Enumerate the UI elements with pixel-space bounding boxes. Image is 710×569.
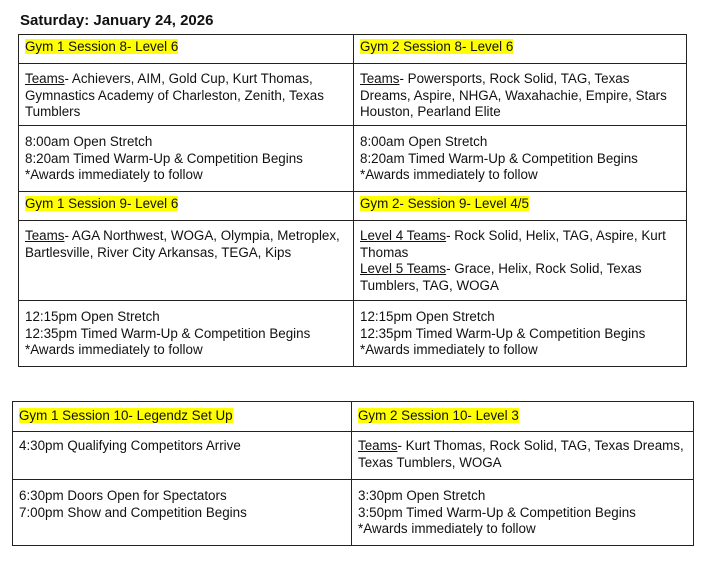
session-header-cell (13, 402, 352, 432)
schedule-line: *Awards immediately to follow (360, 167, 538, 182)
teams-cell (352, 432, 694, 480)
schedule-line: *Awards immediately to follow (25, 167, 203, 182)
schedule-row (19, 126, 687, 192)
schedule-line: 8:20am Timed Warm-Up & Competition Begins (360, 150, 638, 166)
schedule-line: 8:20am Timed Warm-Up & Competition Begins (25, 150, 303, 166)
teams-list: - Rock Solid, Helix, TAG, Aspire, Kurt Thomas (360, 228, 666, 260)
session-header-cell (354, 35, 687, 64)
session-header: Gym 1 Session 8- Level 6 (25, 39, 179, 54)
schedule-line: 6:30pm Doors Open for Spectators (19, 488, 227, 503)
teams-list: - Kurt Thomas, Rock Solid, TAG, Texas Dreams, Texas Tumblers, WOGA (358, 438, 684, 470)
schedule-row (13, 480, 694, 546)
schedule-table-1 (18, 34, 687, 367)
teams-list: - AGA Northwest, WOGA, Olympia, Metroplex, Bartlesville, River City Arkansas, TEGA, Kips (25, 228, 340, 260)
teams-cell (354, 221, 687, 301)
schedule-line: 8:00am Open Stretch (25, 134, 153, 149)
teams-label: Level 4 Teams (360, 228, 447, 243)
session-header-row (19, 35, 687, 64)
schedule-line: 3:30pm Open Stretch (358, 488, 486, 503)
schedule-line: 3:50pm Timed Warm-Up & Competition Begins (358, 504, 636, 520)
schedule-cell (13, 480, 352, 546)
session-header: Gym 2 Session 10- Level 3 (358, 408, 519, 423)
teams-label: Level 5 Teams (360, 261, 447, 276)
session-header-cell (19, 35, 354, 64)
session-header: Gym 1 Session 10- Legendz Set Up (19, 408, 233, 423)
session-header: Gym 2- Session 9- Level 4/5 (360, 196, 529, 211)
schedule-cell (19, 126, 354, 192)
teams-cell (19, 64, 354, 126)
teams-list: - Grace, Helix, Rock Solid, Texas Tumblers, TAG, WOGA (360, 261, 642, 293)
schedule-line: *Awards immediately to follow (360, 342, 538, 357)
schedule-line: 4:30pm Qualifying Competitors Arrive (19, 438, 241, 453)
session-header-cell (19, 192, 354, 221)
teams-label: Teams (25, 71, 65, 86)
session-header-row (19, 192, 687, 221)
schedule-line: 12:15pm Open Stretch (25, 309, 160, 324)
teams-label: Teams (360, 71, 400, 86)
teams-list: - Powersports, Rock Solid, TAG, Texas Dreams, Aspire, NHGA, Waxahachie, Empire, Stars Houston, Pearland Elite (360, 71, 667, 119)
schedule-line: 7:00pm Show and Competition Begins (19, 504, 247, 520)
teams-cell (19, 221, 354, 301)
session-header-row (13, 402, 694, 432)
teams-label: Teams (25, 228, 65, 243)
session-header: Gym 1 Session 9- Level 6 (25, 196, 179, 211)
schedule-line: 8:00am Open Stretch (360, 134, 488, 149)
schedule-line: 12:15pm Open Stretch (360, 309, 495, 324)
session-header: Gym 2 Session 8- Level 6 (360, 39, 514, 54)
teams-label: Teams (358, 438, 398, 453)
schedule-cell (354, 301, 687, 367)
schedule-cell (354, 126, 687, 192)
schedule-cell (19, 301, 354, 367)
session-header-cell (354, 192, 687, 221)
schedule-line: 12:35pm Timed Warm-Up & Competition Begins (25, 325, 311, 341)
schedule-row (19, 301, 687, 367)
arrival-cell (13, 432, 352, 480)
teams-row (19, 221, 687, 301)
session-header-cell (352, 402, 694, 432)
teams-list: - Achievers, AIM, Gold Cup, Kurt Thomas, Gymnastics Academy of Charleston, Zenith, Texas Tumblers (25, 71, 324, 119)
page-title: Saturday: January 24, 2026 (20, 12, 214, 29)
schedule-table-2 (12, 401, 694, 546)
schedule-line: *Awards immediately to follow (25, 342, 203, 357)
schedule-cell (352, 480, 694, 546)
teams-row (19, 64, 687, 126)
teams-cell (354, 64, 687, 126)
schedule-line: *Awards immediately to follow (358, 521, 536, 536)
schedule-line: 12:35pm Timed Warm-Up & Competition Begins (360, 325, 646, 341)
teams-row (13, 432, 694, 480)
